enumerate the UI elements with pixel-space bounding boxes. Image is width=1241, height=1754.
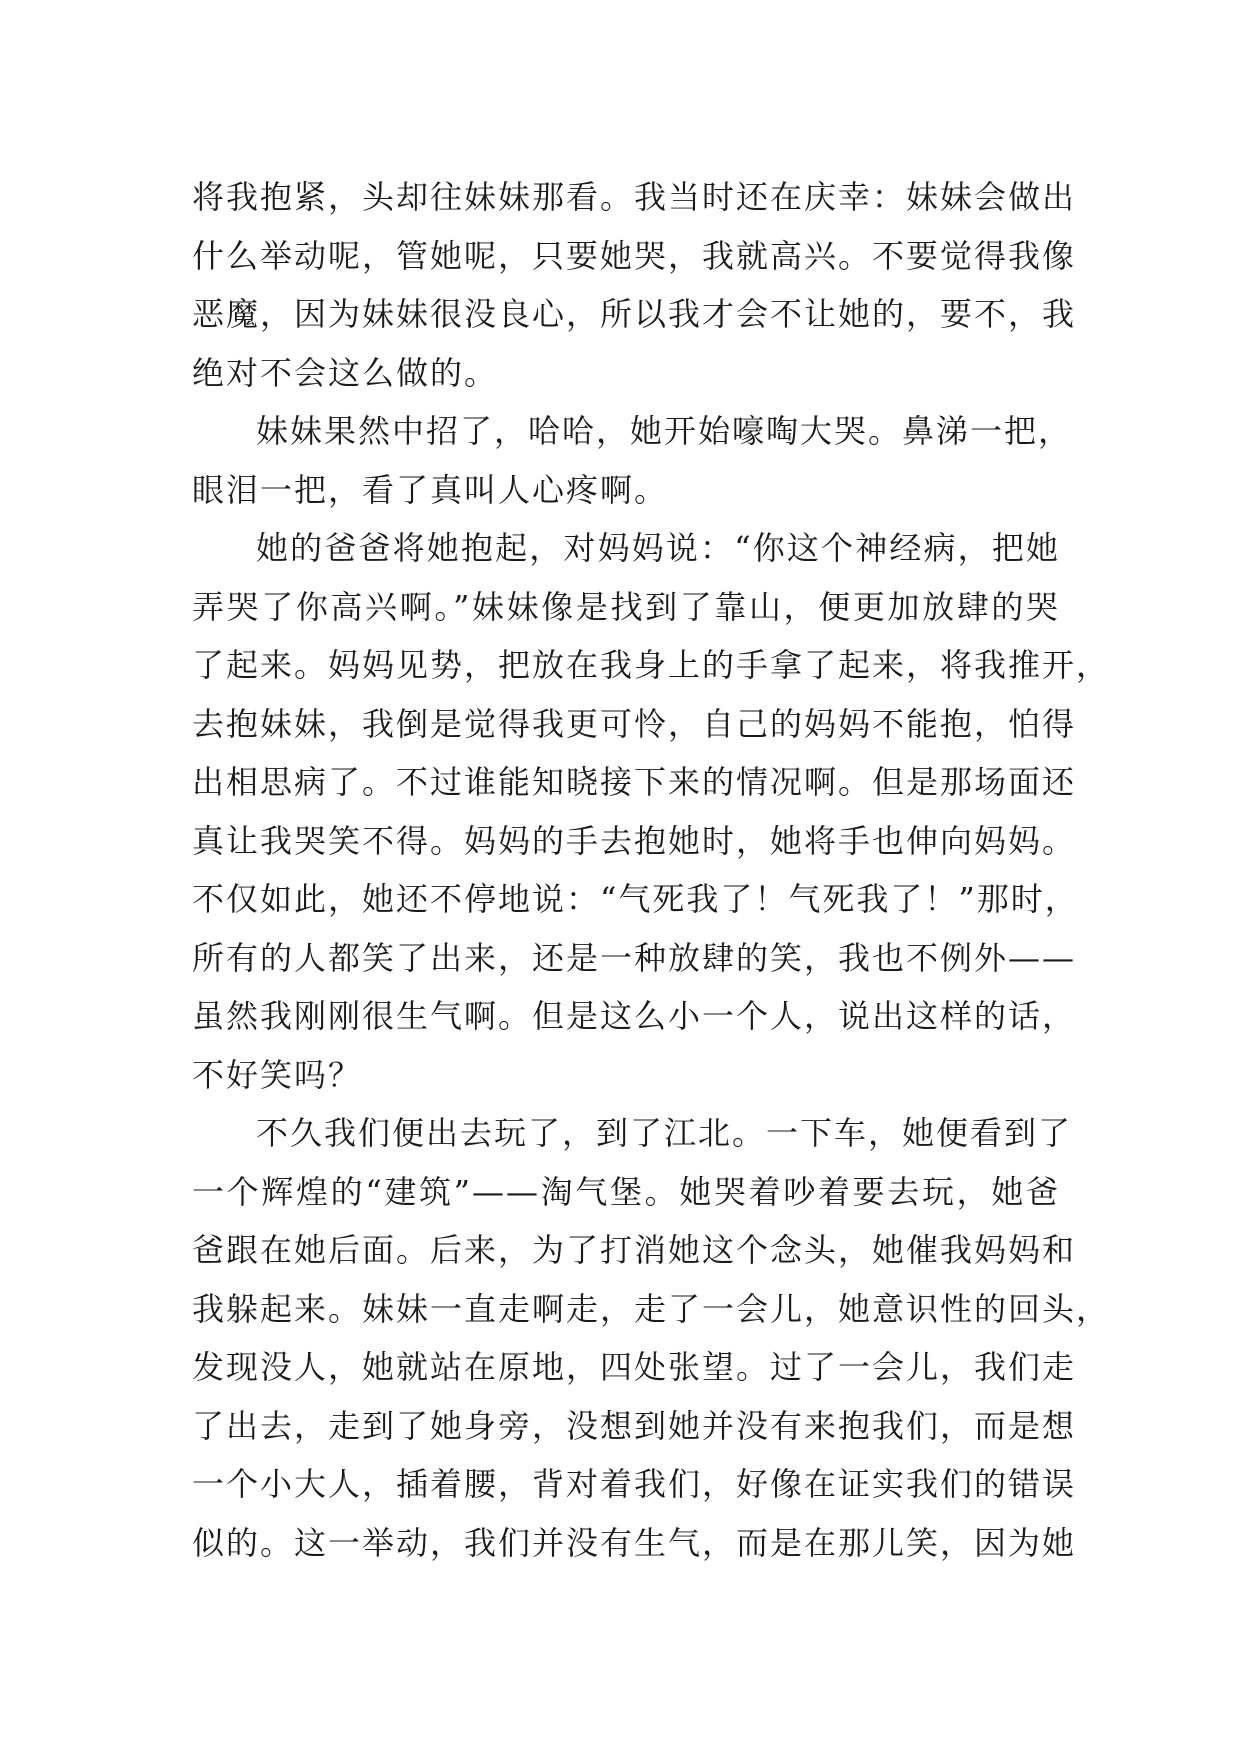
- text-line: 不仅如此，她还不停地说：“气死我了！气死我了！”那时，: [192, 880, 1079, 918]
- text-line: 了出去，走到了她身旁，没想到她并没有来抱我们，而是想: [192, 1406, 1077, 1445]
- text-line: 爸跟在她后面。后来，为了打消她这个念头，她催我妈妈和: [192, 1231, 1077, 1269]
- text-line: 发现没人，她就站在原地，四处张望。过了一会儿，我们走: [192, 1348, 1077, 1386]
- text-line: 去抱妹妹，我倒是觉得我更可怜，自己的妈妈不能抱，怕得: [192, 704, 1077, 743]
- text-line: 所有的人都笑了出来，还是一种放肆的笑，我也不例外——: [192, 938, 1077, 977]
- text-line: 虽然我刚刚很生气啊。但是这么小一个人，说出这样的话，: [192, 997, 1077, 1035]
- text-line: 绝对不会这么做的。: [192, 353, 499, 392]
- text-line: 恶魔，因为妹妹很没良心，所以我才会不让她的，要不，我: [192, 295, 1077, 333]
- text-line: 一个小大人，插着腰，背对着我们，好像在证实我们的错误: [192, 1465, 1077, 1503]
- text-line: 出相思病了。不过谁能知晓接下来的情况啊。但是那场面还: [192, 763, 1077, 801]
- text-line: 似的。这一举动，我们并没有生气，而是在那儿笑，因为她: [192, 1523, 1077, 1562]
- text-line: 一个辉煌的“建筑”——淘气堡。她哭着吵着要去玩，她爸: [192, 1172, 1060, 1211]
- text-line: 我躲起来。妹妹一直走啊走，走了一会儿，她意识性的回头，: [192, 1289, 1111, 1328]
- text-line: 不久我们便出去玩了，到了江北。一下车，她便看到了: [256, 1114, 1073, 1152]
- text-line: 什么举动呢，管她呢，只要她哭，我就高兴。不要觉得我像: [192, 236, 1077, 275]
- text-line: 不好笑吗？: [192, 1055, 363, 1094]
- text-line: 真让我哭笑不得。妈妈的手去抱她时，她将手也伸向妈妈。: [192, 821, 1077, 860]
- text-line: 妹妹果然中招了，哈哈，她开始嚎啕大哭。鼻涕一把，: [256, 412, 1073, 450]
- text-line: 将我抱紧，头却往妹妹那看。我当时还在庆幸：妹妹会做出: [192, 178, 1077, 216]
- text-line: 弄哭了你高兴啊。”妹妹像是找到了靠山，便更加放肆的哭: [192, 587, 1060, 626]
- text-line: 她的爸爸将她抱起，对妈妈说：“你这个神经病，把她: [256, 529, 1060, 567]
- body-text: [192, 168, 1111, 1572]
- text-line: 眼泪一把，看了真叫人心疼啊。: [192, 470, 669, 509]
- text-line: 了起来。妈妈见势，把放在我身上的手拿了起来，将我推开，: [192, 646, 1111, 684]
